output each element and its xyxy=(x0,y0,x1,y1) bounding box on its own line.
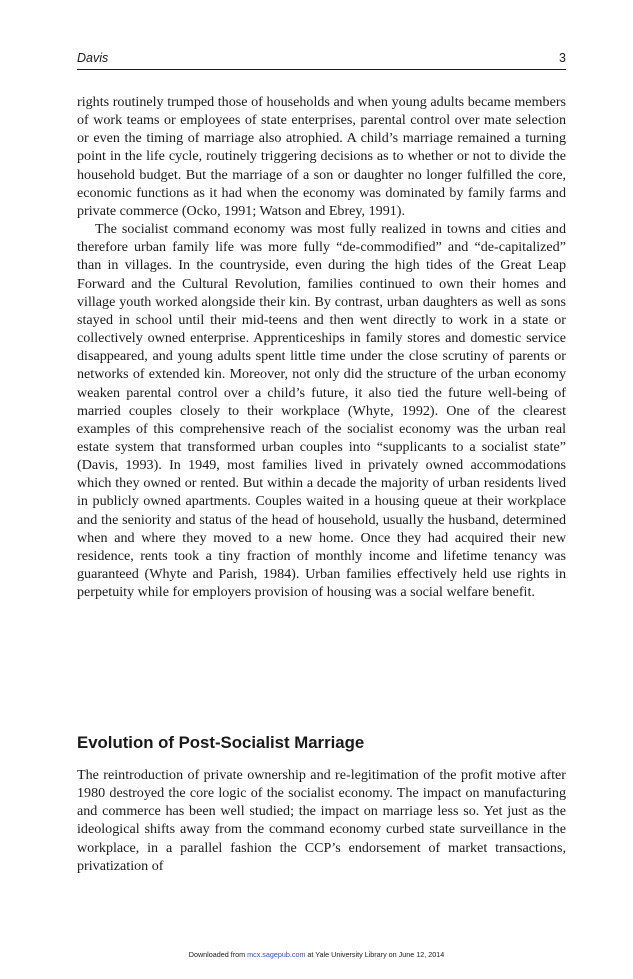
paragraph-continued: rights routinely trumped those of households and when young adults became members of work teams or employees of state enterprises, parental control over mate selection or even the timing of marriage also atrophied. A child’s marriage remained a turning point in the life cycle, routinely triggering decisions as to whether or not to divide the household budget. But the marriage of a son or daughter no longer fulfilled the core, economic functions as it had when the economy was dominated by family farms and private commerce (Ocko, 1991; Watson and Ebrey, 1991). xyxy=(77,94,566,219)
body-text-section xyxy=(77,766,566,875)
section-heading: Evolution of Post-Socialist Marriage xyxy=(77,733,365,752)
running-head xyxy=(77,51,566,71)
download-footer xyxy=(0,950,633,959)
footer-suffix: at Yale University Library on June 12, 2014 xyxy=(305,950,445,959)
paragraph-command-economy: The socialist command economy was most fully realized in towns and cities and therefore urban family life was more fully “de-commodified” and “de-capitalized” than in villages. In the countryside, even during the high tides of the Great Leap Forward and the Cultural Revolution, families continued to own their homes and village youth worked alongside their kin. By contrast, urban daughters as well as sons stayed in school until their mid-teens and then went directly to work in a state or collectively owned enterprise. Apprenticeships in family stores and domestic service disappeared, and young adults spent little time under the close scrutiny of parents or networks of extended kin. Moreover, not only did the structure of the urban economy weaken parental control over a child’s future, it also tied the future well-being of married couples closely to their workplace (Whyte, 1992). One of the clearest examples of this comprehensive reach of the socialist economy was the urban real estate system that transformed urban couples into “supplicants to a socialist state” (Davis, 1993). In 1949, most families lived in privately owned accommodations which they owned or rented. But within a decade the majority of urban residents lived in publicly owned apartments. Couples waited in a housing queue at their workplace and the seniority and status of the head of household, usually the husband, determined when and where they moved to a new home. Once they had acquired their new residence, rents took a tiny fraction of monthly income and lifetime tenancy was guaranteed (Whyte and Parish, 1984). Urban families effectively held use rights in perpetuity while for employers provision of housing was a social welfare benefit. xyxy=(77,221,566,601)
footer-prefix: Downloaded from xyxy=(188,950,248,959)
page-number: 3 xyxy=(559,51,566,65)
header-rule xyxy=(77,69,566,70)
body-text-top xyxy=(77,93,566,601)
paragraph-reintroduction: The reintroduction of private ownership and re-legitimation of the profit motive after 1980 destroyed the core logic of the socialist economy. The impact on manufacturing and commerce has been well studied; the impact on marriage less so. Yet just as the ideological shifts away from the command economy curbed state surveillance in the workplace, in a parallel fashion the CCP’s endorsement of market transactions, privatization of xyxy=(77,767,566,874)
running-head-author: Davis xyxy=(77,51,109,65)
footer-link[interactable]: mcx.sagepub.com xyxy=(247,950,306,959)
